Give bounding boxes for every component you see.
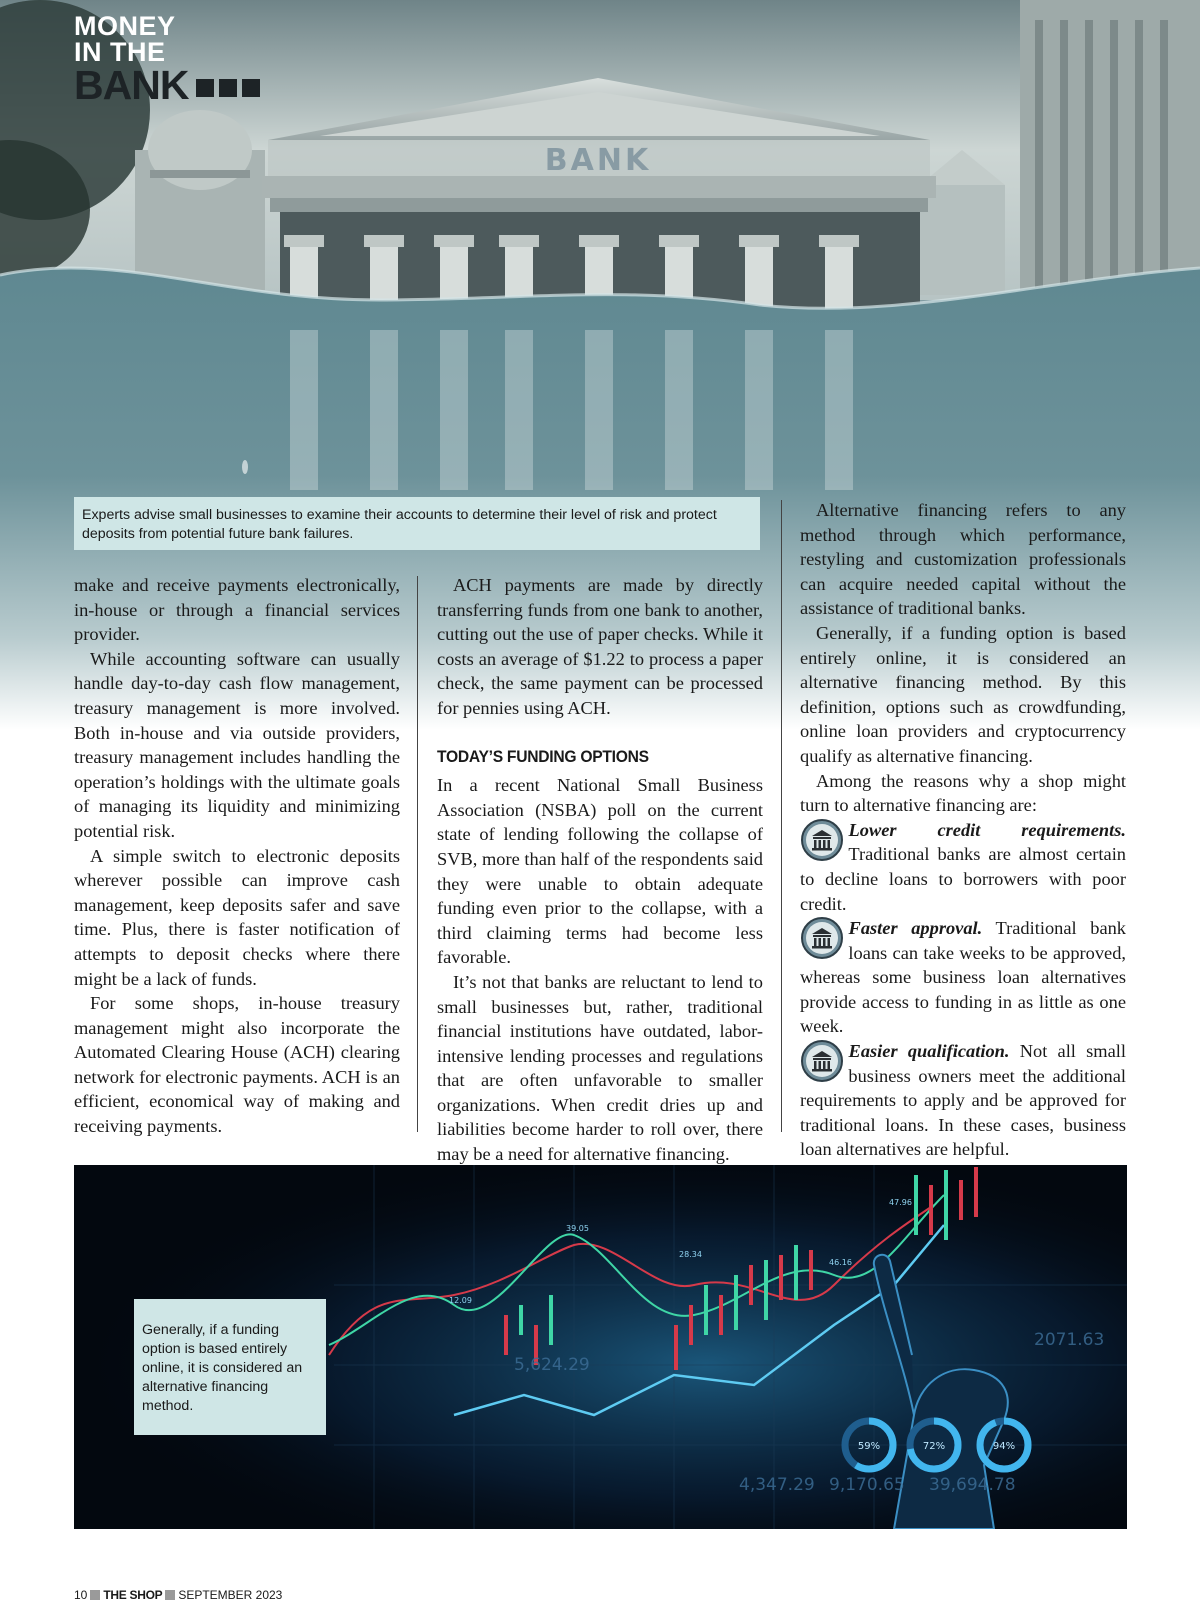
chart-label: 5,624.29 bbox=[514, 1355, 590, 1375]
paragraph: It’s not that banks are reluctant to lend to small businesses but, rather, traditional financial institutions have outdated, labor-intensive lending processes and regulations that are often unfavorable to smaller organizations. When credit dries up and liabilities become harder to roll over, there may be a need for alternative financing. bbox=[437, 971, 763, 1165]
column-3 bbox=[800, 498, 1126, 1162]
reason-item bbox=[800, 916, 1126, 1039]
footer-separator bbox=[165, 1590, 175, 1600]
subhead: TODAY’S FUNDING OPTIONS bbox=[437, 746, 649, 766]
chart-label: 47.96 bbox=[889, 1198, 912, 1207]
paragraph: Alternative financing refers to any method through which performance, restyling and customization professionals can acquire needed capital without the assistance of traditional banks. bbox=[800, 500, 1126, 619]
reason-item bbox=[800, 818, 1126, 916]
reason-title: Lower credit requirements. bbox=[848, 819, 1126, 840]
column-divider bbox=[781, 500, 782, 1132]
reason-title: Faster approval. bbox=[848, 918, 983, 939]
bank-icon bbox=[800, 818, 844, 862]
reason-text: Traditional banks are almost certain to decline loans to borrowers with poor credit. bbox=[800, 844, 1126, 914]
chart-label: 39.05 bbox=[566, 1224, 589, 1233]
column-divider bbox=[417, 576, 418, 1132]
paragraph: ACH payments are made by directly transferring funds from one bank to another, cutting out the use of paper checks. While it costs an average of $1.22 to process a paper check, the same payment can be processed for pennies using ACH. bbox=[437, 575, 763, 718]
column-2 bbox=[437, 573, 763, 1167]
section-tag-line1: MONEY bbox=[74, 11, 176, 41]
section-tag-line2: IN THE bbox=[74, 36, 166, 67]
chart-label: 9,170.65 bbox=[829, 1475, 905, 1495]
bank-icon bbox=[800, 1039, 844, 1083]
paragraph: make and receive payments electronically, in-house or through a financial services provider. bbox=[74, 575, 400, 645]
issue-date: SEPTEMBER 2023 bbox=[178, 1588, 283, 1602]
section-tag bbox=[74, 11, 265, 108]
decorative-squares bbox=[196, 79, 265, 100]
gauge-label: 72% bbox=[922, 1441, 946, 1452]
chart-label: 28.34 bbox=[679, 1250, 702, 1259]
chart-label: 4,347.29 bbox=[739, 1475, 815, 1495]
reason-text: Traditional bank loans can take weeks to be approved, whereas some business loan alternatives provide access to funding in as little as one week. bbox=[800, 918, 1127, 1037]
paragraph: Among the reasons why a shop might turn to alternative financing are: bbox=[800, 770, 1126, 816]
paragraph: Generally, if a funding option is based entirely online, it is considered an alternative financing method. By this definition, options such as crowdfunding, online loan providers and cryptocurrency qualify as alternative financing. bbox=[800, 622, 1126, 766]
gauge-label: 94% bbox=[992, 1441, 1016, 1452]
chart-label: 2071.63 bbox=[1034, 1330, 1105, 1350]
paragraph: A simple switch to electronic deposits wherever possible can improve cash management, keep deposits safer and save time. Plus, there is faster notification of attempts to deposit checks where there might be a lack of funds. bbox=[74, 845, 400, 989]
caption-side: Generally, if a funding option is based entirely online, it is considered an alternative financing method. bbox=[134, 1299, 326, 1435]
chart-label: 12.09 bbox=[449, 1296, 472, 1305]
paragraph: For some shops, in-house treasury management might also incorporate the Automated Clearing House (ACH) clearing network for electronic payments. ACH is an efficient, economical way of making and receiving payments. bbox=[74, 993, 400, 1137]
magazine-name: THE SHOP bbox=[103, 1588, 163, 1602]
caption-top: Experts advise small businesses to examine their accounts to determine their level of risk and protect deposits from potential future bank failures. bbox=[74, 497, 760, 550]
footer-separator bbox=[90, 1590, 100, 1600]
chart-label: 39,694.78 bbox=[929, 1475, 1016, 1495]
reason-item bbox=[800, 1039, 1126, 1162]
page-number: 10 bbox=[74, 1588, 88, 1602]
reason-title: Easier qualification. bbox=[848, 1041, 1010, 1062]
reason-text: Not all small business owners meet the additional requirements to apply and be approved for traditional loans. In these cases, business loan alternatives are helpful. bbox=[800, 1041, 1126, 1160]
page-footer bbox=[74, 1588, 282, 1602]
paragraph: In a recent National Small Business Association (NSBA) poll on the current state of lending following the collapse of SVB, more than half of the respondents said they were unable to obtain adequate funding even prior to the collapse, with a third claiming terms had become less favorable. bbox=[437, 775, 763, 968]
paragraph: While accounting software can usually handle day-to-day cash flow management, treasury management is more involved. Both in-house and via outside providers, treasury management includes handling the operation’s holdings with the ultimate goals of managing its liquidity and minimizing potential risk. bbox=[74, 648, 400, 841]
financial-chart-image bbox=[74, 1165, 1127, 1529]
chart-label: 46.16 bbox=[829, 1258, 852, 1267]
bank-icon bbox=[800, 916, 844, 960]
section-tag-line3: BANK bbox=[74, 61, 189, 108]
column-1 bbox=[74, 573, 400, 1139]
gauge-label: 59% bbox=[857, 1441, 881, 1452]
